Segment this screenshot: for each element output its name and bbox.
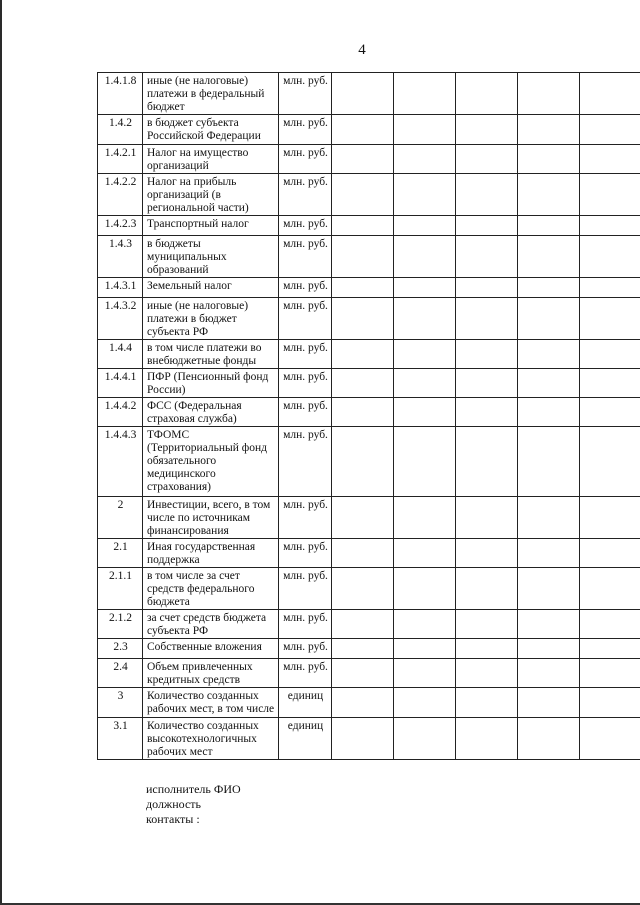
row-unit: млн. руб. <box>279 497 332 539</box>
table-row <box>98 73 640 115</box>
row-value-cell <box>456 278 518 298</box>
row-indicator-name: иные (не налоговые) платежи в бюджет субъекта РФ <box>143 298 279 340</box>
table-row <box>98 398 640 427</box>
row-indicator-name: ФСС (Федеральная страховая служба) <box>143 398 279 427</box>
row-code: 2.1.1 <box>98 568 143 610</box>
row-value-cell <box>332 610 394 639</box>
row-value-cell <box>518 340 580 369</box>
row-indicator-name: в бюджет субъекта Российской Федерации <box>143 115 279 145</box>
row-value-cell <box>518 688 580 718</box>
row-value-cell <box>394 398 456 427</box>
row-indicator-name: в том числе за счет средств федерального бюджета <box>143 568 279 610</box>
indicators-table <box>97 72 640 760</box>
row-value-cell <box>332 398 394 427</box>
row-unit: млн. руб. <box>279 278 332 298</box>
row-value-cell <box>518 568 580 610</box>
row-value-cell <box>456 298 518 340</box>
row-value-cell <box>456 718 518 760</box>
row-indicator-name: Земельный налог <box>143 278 279 298</box>
row-unit: млн. руб. <box>279 73 332 115</box>
row-indicator-name: Транспортный налог <box>143 216 279 236</box>
row-value-cell <box>332 688 394 718</box>
row-value-cell <box>518 659 580 688</box>
row-value-cell <box>394 298 456 340</box>
row-value-cell <box>456 115 518 145</box>
row-code: 1.4.3.2 <box>98 298 143 340</box>
row-value-cell <box>332 216 394 236</box>
row-value-cell <box>394 115 456 145</box>
row-value-cell <box>518 73 580 115</box>
table-row <box>98 216 640 236</box>
row-code: 3.1 <box>98 718 143 760</box>
row-value-cell <box>332 73 394 115</box>
row-value-cell <box>394 278 456 298</box>
table-row <box>98 298 640 340</box>
row-unit: млн. руб. <box>279 568 332 610</box>
row-value-cell <box>394 497 456 539</box>
row-unit: млн. руб. <box>279 639 332 659</box>
row-value-cell <box>394 340 456 369</box>
table-row <box>98 639 640 659</box>
page-number: 4 <box>358 42 366 58</box>
row-value-cell <box>518 216 580 236</box>
table-row <box>98 718 640 760</box>
row-value-cell <box>580 340 640 369</box>
row-value-cell <box>580 610 640 639</box>
row-code: 1.4.1.8 <box>98 73 143 115</box>
row-value-cell <box>580 278 640 298</box>
row-value-cell <box>332 427 394 497</box>
row-code: 1.4.4.2 <box>98 398 143 427</box>
row-value-cell <box>580 398 640 427</box>
row-value-cell <box>580 539 640 568</box>
row-value-cell <box>332 639 394 659</box>
row-value-cell <box>332 369 394 398</box>
row-value-cell <box>394 369 456 398</box>
row-value-cell <box>456 497 518 539</box>
row-value-cell <box>580 174 640 216</box>
row-value-cell <box>332 659 394 688</box>
row-value-cell <box>518 278 580 298</box>
row-value-cell <box>456 398 518 427</box>
row-value-cell <box>518 718 580 760</box>
row-code: 2 <box>98 497 143 539</box>
row-value-cell <box>456 610 518 639</box>
scan-left-edge <box>0 0 2 905</box>
row-unit: млн. руб. <box>279 610 332 639</box>
row-value-cell <box>580 659 640 688</box>
row-value-cell <box>580 497 640 539</box>
row-value-cell <box>456 145 518 174</box>
row-value-cell <box>580 298 640 340</box>
table-row <box>98 539 640 568</box>
row-code: 2.1 <box>98 539 143 568</box>
row-indicator-name: Объем привлеченных кредитных средств <box>143 659 279 688</box>
row-value-cell <box>394 73 456 115</box>
row-indicator-name: Количество созданных высокотехнологичных рабочих мест <box>143 718 279 760</box>
row-value-cell <box>456 688 518 718</box>
row-value-cell <box>580 718 640 760</box>
row-value-cell <box>332 174 394 216</box>
row-code: 3 <box>98 688 143 718</box>
row-value-cell <box>456 369 518 398</box>
table-row <box>98 427 640 497</box>
row-value-cell <box>394 568 456 610</box>
row-value-cell <box>518 369 580 398</box>
row-value-cell <box>580 236 640 278</box>
table-row <box>98 145 640 174</box>
row-value-cell <box>394 539 456 568</box>
signature-block <box>146 782 241 827</box>
row-unit: млн. руб. <box>279 216 332 236</box>
row-value-cell <box>394 659 456 688</box>
table-row <box>98 340 640 369</box>
row-unit: единиц <box>279 718 332 760</box>
row-indicator-name: в бюджеты муниципальных образований <box>143 236 279 278</box>
row-value-cell <box>332 115 394 145</box>
row-code: 1.4.4.3 <box>98 427 143 497</box>
row-unit: млн. руб. <box>279 145 332 174</box>
table-row <box>98 278 640 298</box>
row-value-cell <box>456 174 518 216</box>
row-indicator-name: Собственные вложения <box>143 639 279 659</box>
row-value-cell <box>518 539 580 568</box>
row-indicator-name: ПФР (Пенсионный фонд России) <box>143 369 279 398</box>
row-unit: млн. руб. <box>279 398 332 427</box>
row-indicator-name: иные (не налоговые) платежи в федеральный бюджет <box>143 73 279 115</box>
row-value-cell <box>394 639 456 659</box>
row-indicator-name: Налог на имущество организаций <box>143 145 279 174</box>
table-row <box>98 236 640 278</box>
row-code: 1.4.4.1 <box>98 369 143 398</box>
row-value-cell <box>580 568 640 610</box>
row-value-cell <box>332 568 394 610</box>
table-row <box>98 688 640 718</box>
row-value-cell <box>332 298 394 340</box>
row-value-cell <box>456 568 518 610</box>
row-value-cell <box>580 145 640 174</box>
row-value-cell <box>580 369 640 398</box>
row-value-cell <box>394 688 456 718</box>
row-indicator-name: Количество созданных рабочих мест, в том числе <box>143 688 279 718</box>
row-unit: млн. руб. <box>279 340 332 369</box>
row-code: 1.4.4 <box>98 340 143 369</box>
row-value-cell <box>394 718 456 760</box>
row-value-cell <box>394 610 456 639</box>
row-code: 1.4.2 <box>98 115 143 145</box>
row-value-cell <box>456 427 518 497</box>
contacts-label: контакты : <box>146 812 200 826</box>
row-unit: млн. руб. <box>279 298 332 340</box>
row-code: 1.4.3.1 <box>98 278 143 298</box>
row-value-cell <box>580 73 640 115</box>
row-value-cell <box>580 115 640 145</box>
row-value-cell <box>332 236 394 278</box>
position-label: должность <box>146 797 201 811</box>
row-value-cell <box>518 174 580 216</box>
row-code: 1.4.3 <box>98 236 143 278</box>
row-value-cell <box>456 216 518 236</box>
row-code: 1.4.2.3 <box>98 216 143 236</box>
table-row <box>98 497 640 539</box>
row-unit: млн. руб. <box>279 659 332 688</box>
table-row <box>98 610 640 639</box>
row-value-cell <box>518 427 580 497</box>
row-value-cell <box>394 174 456 216</box>
row-value-cell <box>332 718 394 760</box>
row-unit: млн. руб. <box>279 369 332 398</box>
row-value-cell <box>394 427 456 497</box>
row-unit: млн. руб. <box>279 236 332 278</box>
table-row <box>98 659 640 688</box>
row-value-cell <box>332 145 394 174</box>
row-value-cell <box>580 216 640 236</box>
table-row <box>98 174 640 216</box>
row-indicator-name: за счет средств бюджета субъекта РФ <box>143 610 279 639</box>
table-row <box>98 115 640 145</box>
row-indicator-name: ТФОМС (Территориальный фонд обязательного медицинского страхования) <box>143 427 279 497</box>
row-value-cell <box>518 610 580 639</box>
row-value-cell <box>456 236 518 278</box>
row-value-cell <box>518 298 580 340</box>
row-indicator-name: Налог на прибыль организаций (в региональной части) <box>143 174 279 216</box>
row-value-cell <box>518 115 580 145</box>
row-value-cell <box>332 340 394 369</box>
row-unit: млн. руб. <box>279 115 332 145</box>
row-value-cell <box>394 236 456 278</box>
row-value-cell <box>456 73 518 115</box>
row-value-cell <box>518 145 580 174</box>
row-indicator-name: Инвестиции, всего, в том числе по источникам финансирования <box>143 497 279 539</box>
row-value-cell <box>580 639 640 659</box>
row-unit: единиц <box>279 688 332 718</box>
row-value-cell <box>332 497 394 539</box>
row-value-cell <box>456 659 518 688</box>
row-value-cell <box>394 216 456 236</box>
row-value-cell <box>518 497 580 539</box>
row-code: 2.1.2 <box>98 610 143 639</box>
row-indicator-name: в том числе платежи во внебюджетные фонды <box>143 340 279 369</box>
row-value-cell <box>456 539 518 568</box>
row-code: 1.4.2.2 <box>98 174 143 216</box>
row-value-cell <box>394 145 456 174</box>
row-value-cell <box>518 639 580 659</box>
row-value-cell <box>580 427 640 497</box>
row-value-cell <box>456 639 518 659</box>
row-value-cell <box>580 688 640 718</box>
row-value-cell <box>518 398 580 427</box>
row-code: 2.4 <box>98 659 143 688</box>
row-unit: млн. руб. <box>279 427 332 497</box>
row-value-cell <box>332 278 394 298</box>
executor-label: исполнитель ФИО <box>146 782 241 796</box>
row-unit: млн. руб. <box>279 174 332 216</box>
table-row <box>98 568 640 610</box>
row-unit: млн. руб. <box>279 539 332 568</box>
row-value-cell <box>332 539 394 568</box>
row-indicator-name: Иная государственная поддержка <box>143 539 279 568</box>
table-row <box>98 369 640 398</box>
row-value-cell <box>518 236 580 278</box>
row-value-cell <box>456 340 518 369</box>
row-code: 2.3 <box>98 639 143 659</box>
row-code: 1.4.2.1 <box>98 145 143 174</box>
